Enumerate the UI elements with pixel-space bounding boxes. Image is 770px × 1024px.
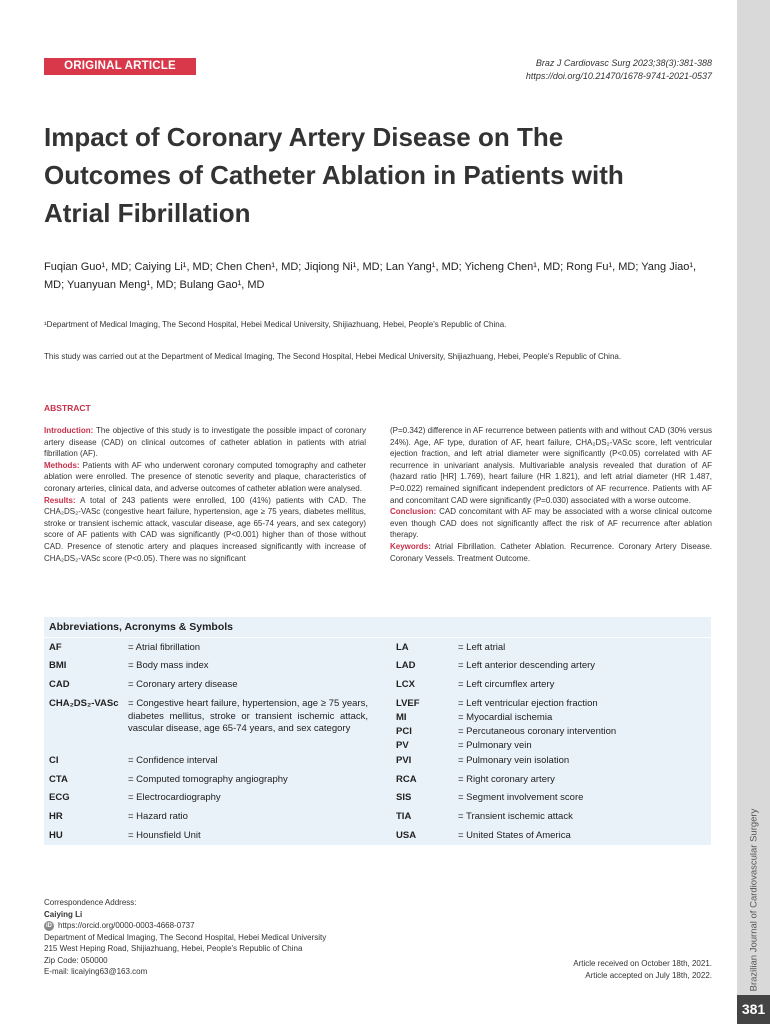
abbreviation-term: HR	[49, 811, 63, 822]
abbreviation-term: RCA	[396, 774, 417, 785]
abstract-results: Results: A total of 243 patients were enrolled, 100 (41%) patients with CAD. The CHA₂DS₂-VASc (congestive heart failure, hypertension, age ≥ 75 years, diabetes mellitus, stroke or transient ischemic attack, vascular disease, age 65-74 years, and sex category) score of AF patients with CAD was significantly (P<0.001) higher than of those without CAD. Presence of stenotic artery and plaques increased significantly with increase of CHA₂DS₂-VASc score (P<0.05). There was no significant	[44, 495, 366, 563]
page-number: 381	[737, 995, 770, 1024]
study-location-note: This study was carried out at the Department of Medical Imaging, The Second Hospital, Hebei Medical University, Shijiazhuang, Hebei, People's Republic of China.	[44, 352, 622, 361]
abbreviation-term: PVI	[396, 755, 412, 766]
abbreviation-term: CI	[49, 755, 59, 766]
abbreviation-definition: = Atrial fibrillation	[128, 642, 201, 653]
abbreviation-term: AF	[49, 642, 62, 653]
abbreviation-term: ECG	[49, 792, 70, 803]
author-list: Fuqian Guo¹, MD; Caiying Li¹, MD; Chen Chen¹, MD; Jiqiong Ni¹, MD; Lan Yang¹, MD; Yicheng Chen¹, MD; Rong Fu¹, MD; Yang Jiao¹, MD; Yuanyuan Meng¹, MD; Bulang Gao¹, MD	[44, 261, 697, 291]
sidebar-journal-name: Brazilian Journal of Cardiovascular Surgery	[748, 808, 760, 992]
abbreviations-title: Abbreviations, Acronyms & Symbols	[49, 621, 233, 633]
abstract-results-continued: (P=0.342) difference in AF recurrence between patients with and without CAD (30% versus 24%). Age, AF type, duration of AF, heart failure, CHA₂DS₂-VASc score, left ventricular ejection fraction, and left atrial diameter were significantly (P<0.05) correlated with AF recurrence in univariant analysis. Multivariable analysis revealed that duration of AF (hazard ratio [HR] 1.769), heart failure (HR 1.821), and left atrial diameter (HR 1.487, P=0.022) remained significant independent predictors of AF recurrence. Patients with AF and concomitant CAD were significantly (P=0.030) associated with a worse outcome.	[390, 426, 712, 505]
abbreviation-definition: = Left atrial	[458, 642, 506, 653]
abbreviation-term: TIA	[396, 811, 412, 822]
affiliation: ¹Department of Medical Imaging, The Second Hospital, Hebei Medical University, Shijiazhuang, Hebei, People's Republic of China.	[44, 320, 507, 329]
abstract-heading: ABSTRACT	[44, 403, 91, 413]
abbreviation-term: USA	[396, 830, 417, 841]
abbreviation-definition: = Hazard ratio	[128, 811, 188, 822]
citation-doi[interactable]: https://doi.org/10.21470/1678-9741-2021-0537	[525, 71, 712, 81]
abbreviation-definition: = Coronary artery disease	[128, 679, 238, 690]
abbreviations-box	[44, 617, 711, 845]
abbreviation-term: LAD	[396, 660, 416, 671]
abbreviation-definition: = Segment involvement score	[458, 792, 584, 803]
abbreviation-term: BMI	[49, 660, 67, 671]
abbreviations-divider	[44, 637, 711, 638]
abbreviation-term: HU	[49, 830, 63, 841]
abbreviation-definition: = Pulmonary vein isolation	[458, 755, 570, 766]
abbreviation-definition: = Myocardial ischemia	[458, 712, 553, 723]
abstract-column-left	[44, 425, 366, 564]
abbreviation-term: CTA	[49, 774, 68, 785]
abbreviation-term: LVEF	[396, 698, 420, 709]
abbreviation-term: SIS	[396, 792, 412, 803]
abbreviation-definition: = Left ventricular ejection fraction	[458, 698, 598, 709]
abbreviation-term: LA	[396, 642, 409, 653]
received-date: Article received on October 18th, 2021.	[573, 959, 712, 968]
abbreviation-definition: = Hounsfield Unit	[128, 830, 201, 841]
article-type-badge: ORIGINAL ARTICLE	[44, 58, 196, 75]
orcid-line	[44, 920, 326, 932]
abstract-conclusion: Conclusion: CAD concomitant with AF may be associated with a worse clinical outcome even though CAD does not significantly affect the risk of AF recurrence after ablation therapy.	[390, 507, 712, 540]
abbreviation-term: MI	[396, 712, 407, 723]
abbreviation-definition: = Right coronary artery	[458, 774, 555, 785]
abbreviation-definition: = Body mass index	[128, 660, 209, 671]
accepted-date: Article accepted on July 18th, 2022.	[585, 970, 712, 980]
abbreviation-definition: = Confidence interval	[128, 755, 218, 766]
correspondence-department: Department of Medical Imaging, The Second Hospital, Hebei Medical University	[44, 932, 327, 942]
abbreviation-definition: = Left circumflex artery	[458, 679, 555, 690]
correspondence-address: 215 West Heping Road, Shijiazhuang, Hebei, People's Republic of China	[44, 944, 303, 953]
abbreviation-term: LCX	[396, 679, 415, 690]
abstract-methods: Methods: Patients with AF who underwent coronary computed tomography and catheter ablation were enrolled. The presence of stenotic severity and plaque, characteristics of coronary arteries, clinical data, and adverse outcomes of catheter ablation were analysed.	[44, 460, 366, 493]
abbreviation-term: PCI	[396, 726, 412, 737]
orcid-icon: iD	[46, 922, 52, 929]
abstract-keywords: Keywords: Atrial Fibrillation. Catheter Ablation. Recurrence. Coronary Artery Disease. Coronary Vessels. Treatment Outcome.	[390, 541, 712, 563]
abbreviation-term: CAD	[49, 679, 70, 690]
abbreviation-definition: = Left anterior descending artery	[458, 660, 596, 671]
article-title: Impact of Coronary Artery Disease on The Outcomes of Catheter Ablation in Patients with Atrial Fibrillation	[44, 122, 624, 228]
orcid-link[interactable]: https://orcid.org/0000-0003-4668-0737	[58, 921, 195, 930]
abbreviation-definition: = Congestive heart failure, hypertension, age ≥ 75 years, diabetes mellitus, stroke or transient ischemic attack, vascular disease, age 65-74 years, and sex category	[128, 698, 368, 734]
abbreviation-definition: = Pulmonary vein	[458, 740, 532, 751]
abbreviation-definition: = Transient ischemic attack	[458, 811, 573, 822]
correspondence-email[interactable]: E-mail: licaiying63@163.com	[44, 967, 148, 976]
abstract-introduction: Introduction: The objective of this study is to investigate the possible impact of coronary artery disease (CAD) on clinical outcomes of catheter ablation in patients with atrial fibrillation (AF).	[44, 426, 366, 459]
citation-journal: Braz J Cardiovasc Surg 2023;38(3):381-388	[535, 58, 712, 68]
abstract-column-right	[390, 425, 712, 564]
abbreviation-definition: = United States of America	[458, 830, 571, 841]
correspondence-block	[44, 897, 326, 978]
abbreviation-term: PV	[396, 740, 409, 751]
correspondence-label: Correspondence Address:	[44, 898, 137, 907]
abbreviation-definition: = Computed tomography angiography	[128, 774, 288, 785]
abbreviation-definition: = Electrocardiography	[128, 792, 221, 803]
citation	[526, 57, 712, 83]
abbreviation-term: CHA₂DS₂-VASc	[49, 698, 119, 709]
correspondence-name: Caiying Li	[44, 909, 83, 919]
abbreviation-definition: = Percutaneous coronary intervention	[458, 726, 617, 737]
article-dates	[573, 958, 712, 981]
correspondence-zip: Zip Code: 050000	[44, 955, 108, 965]
